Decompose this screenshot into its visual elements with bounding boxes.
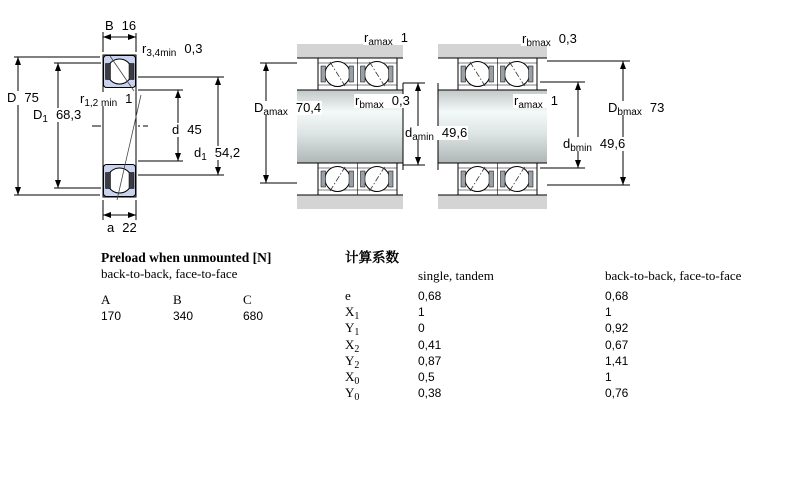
dim-label-ramax-right: $r_{amax}$ 1 <box>514 93 559 111</box>
factors-table-title: 计算系数 <box>345 250 399 265</box>
single-bearing-diagram <box>0 15 246 245</box>
dim-label-dbmin: $d_{bmin}$ 49,6 <box>563 136 626 154</box>
factors-col1-header: single, tandem <box>418 268 494 283</box>
preload-col-b: B <box>173 292 182 307</box>
dim-label-ramax-mid: $r_{amax}$ 1 <box>364 30 409 48</box>
preload-col-c: C <box>243 292 252 307</box>
factor-row-x2: $X_2$ 0,41 0,67 <box>345 336 629 355</box>
preload-value-row <box>101 308 371 324</box>
factors-col2-header: back-to-back, face-to-face <box>605 268 742 283</box>
preload-val-b: 340 <box>173 309 194 323</box>
factor-row-y2: $Y_2$ 0,87 1,41 <box>345 352 629 371</box>
preload-val-a: 170 <box>101 309 122 323</box>
housing-bottom <box>297 195 403 209</box>
preload-table-title: Preload when unmounted [N] <box>101 250 272 265</box>
housing-bottom <box>438 195 547 209</box>
factor-row-x1: $X_1$ 1 1 <box>345 304 612 323</box>
factor-row-e: e 0,68 0,68 <box>345 288 629 303</box>
dim-label-d: d 45 <box>172 122 202 137</box>
dimension-arrows <box>575 61 626 185</box>
dim-label-Dbmax: $D_{bmax}$ 73 <box>608 100 665 118</box>
dim-label-d1: $d_1$ 54,2 <box>194 145 241 163</box>
dim-label-B: B 16 <box>105 18 137 33</box>
preload-table <box>101 250 371 324</box>
factor-row-y1: $Y_1$ 0 0,92 <box>345 320 629 339</box>
preload-table-subtitle: back-to-back, face-to-face <box>101 266 238 281</box>
dim-label-r12: $r_{1,2 min}$ 1 <box>80 91 133 109</box>
dim-label-D1: $D_1$ 68,3 <box>33 107 82 125</box>
factor-row-y0: $Y_0$ 0,38 0,76 <box>345 385 629 404</box>
preload-header-row <box>101 292 371 308</box>
preload-col-a: A <box>101 292 111 307</box>
dim-label-rbmax-right: $r_{bmax}$ 0,3 <box>522 31 577 49</box>
dim-label-damin: $d_{amin}$ 49,6 <box>405 125 468 143</box>
factor-row-x0: $X_0$ 0,5 1 <box>345 369 612 388</box>
calculation-factors-table <box>345 250 785 404</box>
dim-label-D: D 75 <box>7 90 39 105</box>
preload-val-c: 680 <box>243 309 264 323</box>
dim-label-Damax: $D_{amax}$ 70,4 <box>254 100 322 118</box>
dim-label-a: a 22 <box>107 220 137 235</box>
factors-header-row <box>345 268 785 284</box>
dim-label-r34: $r_{3,4min}$ 0,3 <box>142 41 203 59</box>
dim-label-rbmax-mid: $r_{bmax}$ 0,3 <box>355 93 410 111</box>
